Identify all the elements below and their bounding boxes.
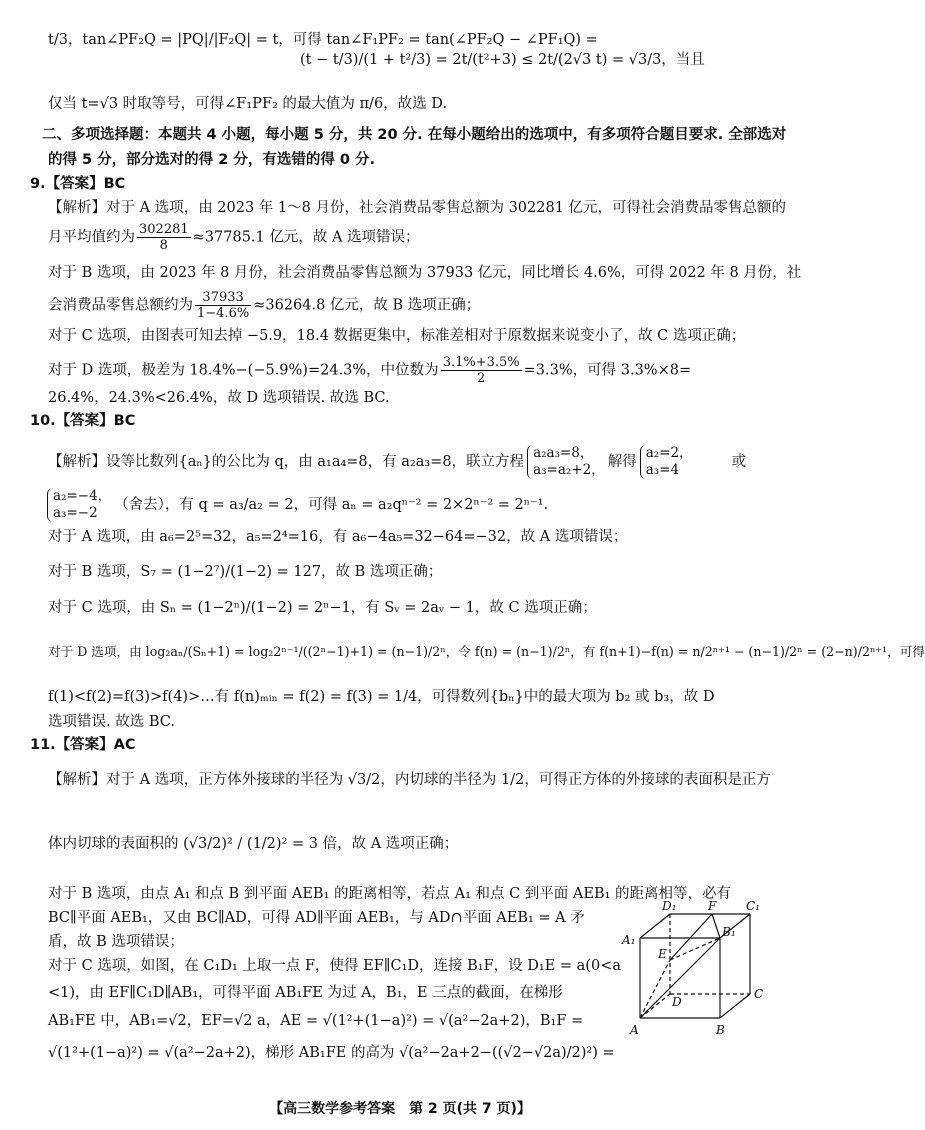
q11-line-1: 【解析】对于 A 选项，正方体外接球的半径为 √3/2，内切球的半径为 1/2，可得正方体的外接球的表面积是正方: [48, 772, 771, 788]
section-title-2: 的得 5 分，部分选对的得 2 分，有选错的得 0 分.: [48, 152, 376, 168]
cube-figure: [622, 900, 772, 1040]
q11-line-3: 对于 B 选项，由点 A₁ 和点 B 到平面 AEB₁ 的距离相等，若点 A₁ 和点 C 到平面 AEB₁ 的距离相等，必有: [48, 886, 732, 902]
q11-line-2: 体内切球的表面积的 (√3/2)² / (1/2)² = 3 倍，故 A 选项正确；: [48, 836, 459, 852]
q9-line-6-pre: 对于 D 选项，极差为 18.4%−(−5.9%)=24.3%，中位数为: [48, 362, 439, 379]
label-b1: B₁: [722, 925, 736, 939]
q10-answer: 10.【答案】BC: [30, 413, 136, 429]
q9-line-7: 26.4%，24.3%<26.4%，故 D 选项错误. 故选 BC.: [48, 390, 390, 406]
segment-f-b1: [712, 914, 720, 938]
q9-fraction-avg: [137, 222, 191, 253]
q9-line-2-post: ≈37785.1 亿元，故 A 选项错误；: [192, 229, 420, 246]
q9-median-denominator: 2: [477, 371, 486, 386]
q9-line-1: 【解析】对于 A 选项，由 2023 年 1～8 月份，社会消费品零售总额为 302281 亿元，可得社会消费品零售总额的: [48, 200, 787, 216]
q10-line-2-post: （舍去），有 q = a₃/a₂ = 2，可得 aₙ = a₂qⁿ⁻² = 2×2ⁿ⁻² = 2ⁿ⁻¹.: [114, 497, 549, 513]
q9-line-4: [48, 290, 480, 321]
q10-line-6: 对于 D 选项，由 log₂aₙ/(Sₙ+1) = log₂2ⁿ⁻¹/((2ⁿ−1)+1) = (n−1)/2ⁿ，令 f(n) = (n−1)/2ⁿ，有 f(n+1)−f(n) = n/2ⁿ⁺¹ − (n−1)/2ⁿ = (2−n)/2ⁿ⁺¹，可得: [48, 644, 925, 659]
q11-line-6: 对于 C 选项，如图，在 C₁D₁ 上取一点 F，使得 EF∥C₁D，连接 B₁F，设 D₁E = a(0<a: [48, 958, 621, 974]
top-line-1b-wrap: [300, 50, 705, 70]
label-b: B: [716, 1023, 725, 1037]
q9-avg-denominator: 8: [159, 238, 168, 253]
edge-b-c: [720, 994, 750, 1018]
top-line-1b: (t − t/3)/(1 + t²/3) = 2t/(t²+3) ≤ 2t/(2√3 t) = √3/3，当且: [300, 52, 705, 68]
q11-line-9: √(1²+(1−a)²) = √(a²−2a+2)，梯形 AB₁FE 的高为 √(a²−2a+2−((√2−√2a)/2)²) =: [48, 1045, 615, 1061]
q9-answer: 9.【答案】BC: [30, 176, 126, 192]
q9-line-4-pre: 会消费品零售总额约为: [48, 297, 193, 314]
q9-line-5: 对于 C 选项，由图表可知去掉 −5.9，18.4 数据更集中，标准差相对于原数据来说变小了，故 C 选项正确；: [48, 328, 746, 344]
q10-line-7: f(1)<f(2)=f(3)>f(4)>…有 f(n)ₘᵢₙ = f(2) = f(3) = 1/4，可得数列{bₙ}中的最大项为 b₂ 或 b₃，故 D: [48, 689, 715, 705]
q10-sys2-eq1: a₂=2，: [645, 445, 693, 461]
q10-sys3-eq2: a₃=−2: [53, 505, 98, 521]
q10-line-1-post: 或: [731, 454, 747, 470]
label-d: D: [672, 995, 682, 1009]
q10-line-5: 对于 C 选项，由 Sₙ = (1−2ⁿ)/(1−2) = 2ⁿ−1，有 Sᵥ = 2aᵥ − 1，故 C 选项正确；: [48, 600, 597, 616]
q9-fraction-median: [441, 355, 522, 386]
edge-a-d: [640, 994, 670, 1018]
q9-avg-numerator: 302281: [139, 222, 189, 237]
q11-line-7: <1)，由 EF∥C₁D∥AB₁，可得平面 AB₁FE 为过 A，B₁，E 三点的截面，在梯形: [48, 985, 563, 1001]
q11-line-8: AB₁FE 中，AB₁=√2，EF=√2 a，AE = √(1²+(1−a)²) = √(a²−2a+2)，B₁F =: [48, 1013, 584, 1029]
label-a: A: [630, 1023, 639, 1037]
q11-answer: 11.【答案】AC: [30, 737, 136, 753]
q11-line-4: BC∥平面 AEB₁，又由 BC∥AD，可得 AD∥平面 AEB₁，与 AD∩平面 AEB₁ = A 矛: [48, 910, 585, 926]
q10-line-8: 选项错误. 故选 BC.: [48, 714, 175, 730]
label-f: F: [708, 899, 717, 913]
label-d1: D₁: [662, 899, 677, 913]
label-e: E: [658, 947, 667, 961]
label-c: C: [754, 987, 764, 1001]
q10-line-2: [44, 488, 548, 522]
q10-line-1: [48, 445, 746, 479]
q9-2022-denominator: 1−4.6%: [197, 306, 250, 321]
page-footer: 【高三数学参考答案 第 2 页(共 7 页)】: [269, 1101, 531, 1117]
q10-sys1-eq1: a₂a₃=8，: [533, 445, 594, 461]
top-line-2: 仅当 t=√3 时取等号，可得∠F₁PF₂ 的最大值为 π/6，故选 D.: [48, 96, 447, 112]
q10-system-1: [527, 445, 605, 479]
q10-line-4: 对于 B 选项，S₇ = (1−2⁷)/(1−2) = 127，故 B 选项正确；: [48, 564, 443, 580]
q10-sys3-eq1: a₂=−4，: [53, 488, 112, 504]
q9-median-numerator: 3.1%+3.5%: [442, 355, 520, 370]
q9-line-6: [48, 355, 691, 386]
top-line-1a: t/3，tan∠PF₂Q = |PQ|/|F₂Q| = t，可得 tan∠F₁PF₂ = tan(∠PF₂Q − ∠PF₁Q) =: [48, 32, 598, 48]
q9-line-2-pre: 月平均值约为: [48, 229, 135, 246]
edge-a1-d1: [640, 914, 670, 938]
q10-line-3: 对于 A 选项，由 a₆=2⁵=32，a₅=2⁴=16，有 a₆−4a₅=32−64=−32，故 A 选项错误；: [48, 529, 628, 545]
q9-line-3: 对于 B 选项，由 2023 年 8 月份，社会消费品零售总额为 37933 亿元，同比增长 4.6%，可得 2022 年 8 月份，社: [48, 265, 802, 281]
q10-sys1-eq2: a₃=a₂+2，: [533, 462, 605, 478]
label-a1: A₁: [622, 933, 636, 947]
q11-line-5: 盾，故 B 选项错误；: [48, 934, 184, 950]
q9-fraction-2022: [195, 290, 251, 321]
q9-line-6-post: =3.3%，可得 3.3%×8=: [523, 362, 692, 379]
q10-line-1-pre: 【解析】设等比数列{aₙ}的公比为 q，由 a₁a₄=8，有 a₂a₃=8，联立方程: [48, 454, 525, 470]
q10-system-3: [47, 488, 111, 522]
q10-line-1-mid: 解得: [607, 454, 637, 470]
q9-line-4-post: ≈36264.8 亿元，故 B 选项正确；: [253, 297, 481, 314]
label-c1: C₁: [746, 899, 760, 913]
segment-e-b1: [670, 938, 720, 960]
segment-a-e: [640, 960, 670, 1018]
q9-2022-numerator: 37933: [195, 290, 251, 306]
q10-sys2-eq2: a₃=4: [645, 462, 680, 478]
section-title-1: 二、多项选择题：本题共 4 小题，每小题 5 分，共 20 分. 在每小题给出的选项中，有多项符合题目要求. 全部选对: [42, 127, 787, 143]
q10-system-2: [640, 445, 693, 479]
q9-line-2: [48, 222, 420, 253]
top-line-1: [48, 30, 598, 50]
